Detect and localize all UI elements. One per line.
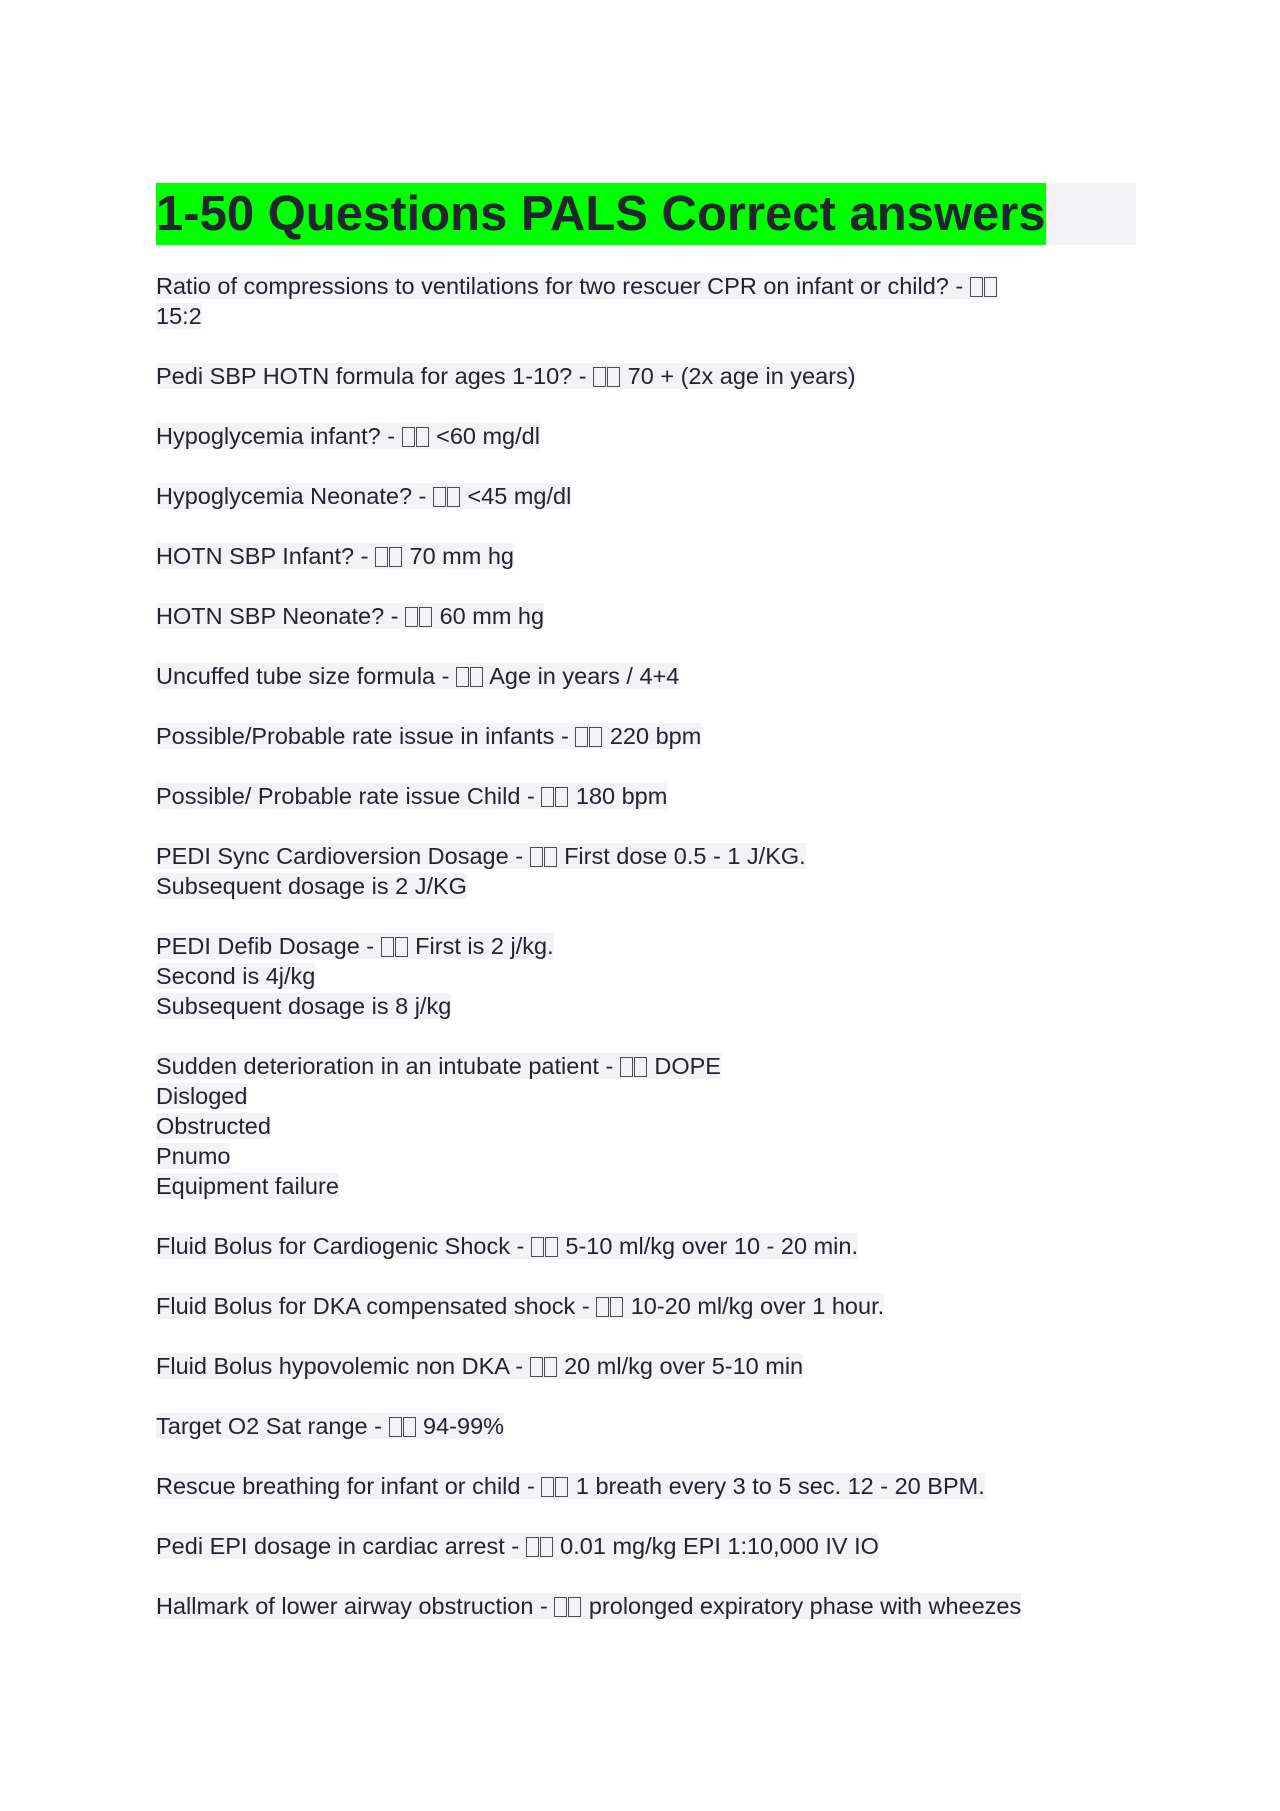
qa-item	[156, 1291, 1136, 1321]
qa-highlight	[156, 603, 544, 629]
qa-highlight	[156, 783, 667, 809]
question-text: PEDI Defib Dosage -	[156, 933, 381, 959]
qa-first-line	[156, 1471, 1136, 1501]
question-text: PEDI Sync Cardioversion Dosage -	[156, 843, 530, 869]
question-text: Rescue breathing for infant or child -	[156, 1473, 542, 1499]
page-title: 1-50 Questions PALS Correct answers	[156, 183, 1046, 245]
missing-glyph-icon	[416, 427, 429, 447]
answer-continuation-text: Disloged	[156, 1083, 248, 1109]
answer-text: 94-99%	[416, 1413, 505, 1439]
question-text: Possible/ Probable rate issue Child -	[156, 783, 542, 809]
missing-glyph-icon	[389, 1417, 402, 1437]
answer-continuation-text: Subsequent dosage is 2 J/KG	[156, 873, 467, 899]
qa-item	[156, 1231, 1136, 1261]
qa-first-line	[156, 481, 1136, 511]
answer-continuation-text: Pnumo	[156, 1143, 231, 1169]
qa-highlight	[156, 543, 514, 569]
qa-item	[156, 601, 1136, 631]
qa-item	[156, 481, 1136, 511]
qa-first-line	[156, 661, 1136, 691]
answer-continuation-line	[156, 991, 1136, 1021]
missing-glyph-icon	[544, 1357, 557, 1377]
qa-item	[156, 1591, 1136, 1621]
answer-text: First is 2 j/kg.	[408, 933, 554, 959]
answer-continuation-text: 15:2	[156, 303, 202, 329]
missing-glyph-icon	[589, 727, 602, 747]
question-text: Sudden deterioration in an intubate patient -	[156, 1053, 620, 1079]
missing-glyph-icon	[405, 607, 418, 627]
answer-continuation-text: Equipment failure	[156, 1173, 339, 1199]
missing-glyph-icon	[526, 1537, 539, 1557]
missing-glyph-icon	[433, 487, 446, 507]
qa-highlight	[156, 273, 998, 299]
qa-first-line	[156, 421, 1136, 451]
missing-glyph-icon	[610, 1297, 623, 1317]
answer-text: <60 mg/dl	[429, 423, 540, 449]
question-text: HOTN SBP Infant? -	[156, 543, 375, 569]
missing-glyph-icon	[530, 1357, 543, 1377]
missing-glyph-icon	[545, 1237, 558, 1257]
question-text: Possible/Probable rate issue in infants -	[156, 723, 576, 749]
qa-first-line	[156, 361, 1136, 391]
qa-first-line	[156, 541, 1136, 571]
question-text: Ratio of compressions to ventilations for two rescuer CPR on infant or child? -	[156, 273, 970, 299]
qa-highlight	[156, 1233, 858, 1259]
qa-highlight	[156, 1473, 985, 1499]
qa-first-line	[156, 721, 1136, 751]
missing-glyph-icon	[575, 727, 588, 747]
missing-glyph-icon	[402, 427, 415, 447]
qa-first-line	[156, 1351, 1136, 1381]
qa-item	[156, 1051, 1136, 1201]
qa-first-line	[156, 781, 1136, 811]
missing-glyph-icon	[984, 277, 997, 297]
qa-first-line	[156, 271, 1136, 301]
qa-highlight	[156, 1593, 1021, 1619]
missing-glyph-icon	[530, 847, 543, 867]
qa-first-line	[156, 1531, 1136, 1561]
answer-text: First dose 0.5 - 1 J/KG.	[557, 843, 806, 869]
qa-highlight	[156, 663, 679, 689]
answer-text: 1 breath every 3 to 5 sec. 12 - 20 BPM.	[569, 1473, 985, 1499]
missing-glyph-icon	[568, 1597, 581, 1617]
answer-text: Age in years / 4+4	[484, 663, 680, 689]
missing-glyph-icon	[456, 667, 469, 687]
qa-first-line	[156, 1591, 1136, 1621]
qa-item	[156, 661, 1136, 691]
qa-item	[156, 1531, 1136, 1561]
answer-text: 0.01 mg/kg EPI 1:10,000 IV IO	[553, 1533, 879, 1559]
answer-continuation-line	[156, 1141, 1136, 1171]
missing-glyph-icon	[554, 1597, 567, 1617]
missing-glyph-icon	[555, 1477, 568, 1497]
answer-continuation-line	[156, 961, 1136, 991]
question-text: Fluid Bolus for DKA compensated shock -	[156, 1293, 597, 1319]
qa-highlight	[156, 723, 701, 749]
question-text: Pedi SBP HOTN formula for ages 1-10? -	[156, 363, 594, 389]
missing-glyph-icon	[634, 1057, 647, 1077]
qa-item	[156, 541, 1136, 571]
qa-first-line	[156, 1291, 1136, 1321]
question-text: Uncuffed tube size formula -	[156, 663, 456, 689]
qa-item	[156, 781, 1136, 811]
missing-glyph-icon	[541, 787, 554, 807]
qa-first-line	[156, 1231, 1136, 1261]
question-text: Fluid Bolus hypovolemic non DKA -	[156, 1353, 530, 1379]
missing-glyph-icon	[541, 1477, 554, 1497]
missing-glyph-icon	[593, 367, 606, 387]
missing-glyph-icon	[470, 667, 483, 687]
question-text: Hallmark of lower airway obstruction -	[156, 1593, 555, 1619]
qa-highlight	[156, 1533, 879, 1559]
answer-continuation-line	[156, 1081, 1136, 1111]
qa-first-line	[156, 601, 1136, 631]
qa-first-line	[156, 1051, 1136, 1081]
qa-highlight	[156, 483, 571, 509]
answer-continuation-text: Second is 4j/kg	[156, 963, 316, 989]
qa-first-line	[156, 841, 1136, 871]
answer-text: 5-10 ml/kg over 10 - 20 min.	[558, 1233, 858, 1259]
missing-glyph-icon	[381, 937, 394, 957]
qa-first-line	[156, 931, 1136, 961]
qa-list	[156, 271, 1136, 1621]
qa-item	[156, 931, 1136, 1021]
qa-item	[156, 1351, 1136, 1381]
qa-item	[156, 271, 1136, 331]
qa-highlight	[156, 1353, 803, 1379]
answer-continuation-line	[156, 871, 1136, 901]
missing-glyph-icon	[544, 847, 557, 867]
qa-highlight	[156, 363, 856, 389]
qa-item	[156, 421, 1136, 451]
qa-highlight	[156, 1413, 504, 1439]
qa-item	[156, 1471, 1136, 1501]
qa-first-line	[156, 1411, 1136, 1441]
missing-glyph-icon	[596, 1297, 609, 1317]
qa-highlight	[156, 1053, 721, 1079]
missing-glyph-icon	[395, 937, 408, 957]
missing-glyph-icon	[540, 1537, 553, 1557]
answer-continuation-line	[156, 301, 1136, 331]
answer-text: <45 mg/dl	[460, 483, 572, 509]
answer-text: 10-20 ml/kg over 1 hour.	[624, 1293, 885, 1319]
answer-text: prolonged expiratory phase with wheezes	[582, 1593, 1022, 1619]
missing-glyph-icon	[607, 367, 620, 387]
question-text: Hypoglycemia infant? -	[156, 423, 402, 449]
qa-highlight	[156, 933, 554, 959]
missing-glyph-icon	[531, 1237, 544, 1257]
answer-text: 70 mm hg	[402, 543, 515, 569]
answer-continuation-line	[156, 1111, 1136, 1141]
qa-highlight	[156, 843, 806, 869]
question-text: Fluid Bolus for Cardiogenic Shock -	[156, 1233, 531, 1259]
question-text: Pedi EPI dosage in cardiac arrest -	[156, 1533, 526, 1559]
answer-text: 180 bpm	[569, 783, 668, 809]
answer-continuation-text: Subsequent dosage is 8 j/kg	[156, 993, 452, 1019]
answer-text: 20 ml/kg over 5-10 min	[557, 1353, 804, 1379]
missing-glyph-icon	[620, 1057, 633, 1077]
missing-glyph-icon	[970, 277, 983, 297]
answer-text: 70 + (2x age in years)	[621, 363, 856, 389]
qa-highlight	[156, 1293, 884, 1319]
answer-text: 220 bpm	[603, 723, 702, 749]
answer-continuation-line	[156, 1171, 1136, 1201]
answer-continuation-text: Obstructed	[156, 1113, 271, 1139]
missing-glyph-icon	[555, 787, 568, 807]
missing-glyph-icon	[403, 1417, 416, 1437]
question-text: HOTN SBP Neonate? -	[156, 603, 406, 629]
question-text: Target O2 Sat range -	[156, 1413, 389, 1439]
qa-item	[156, 1411, 1136, 1441]
answer-text: DOPE	[647, 1053, 721, 1079]
title-block	[156, 183, 1136, 245]
question-text: Hypoglycemia Neonate? -	[156, 483, 433, 509]
missing-glyph-icon	[375, 547, 388, 567]
qa-item	[156, 721, 1136, 751]
missing-glyph-icon	[419, 607, 432, 627]
qa-item	[156, 841, 1136, 901]
missing-glyph-icon	[389, 547, 402, 567]
document-page	[156, 183, 1136, 1651]
missing-glyph-icon	[447, 487, 460, 507]
qa-highlight	[156, 423, 540, 449]
answer-text: 60 mm hg	[433, 603, 545, 629]
qa-item	[156, 361, 1136, 391]
